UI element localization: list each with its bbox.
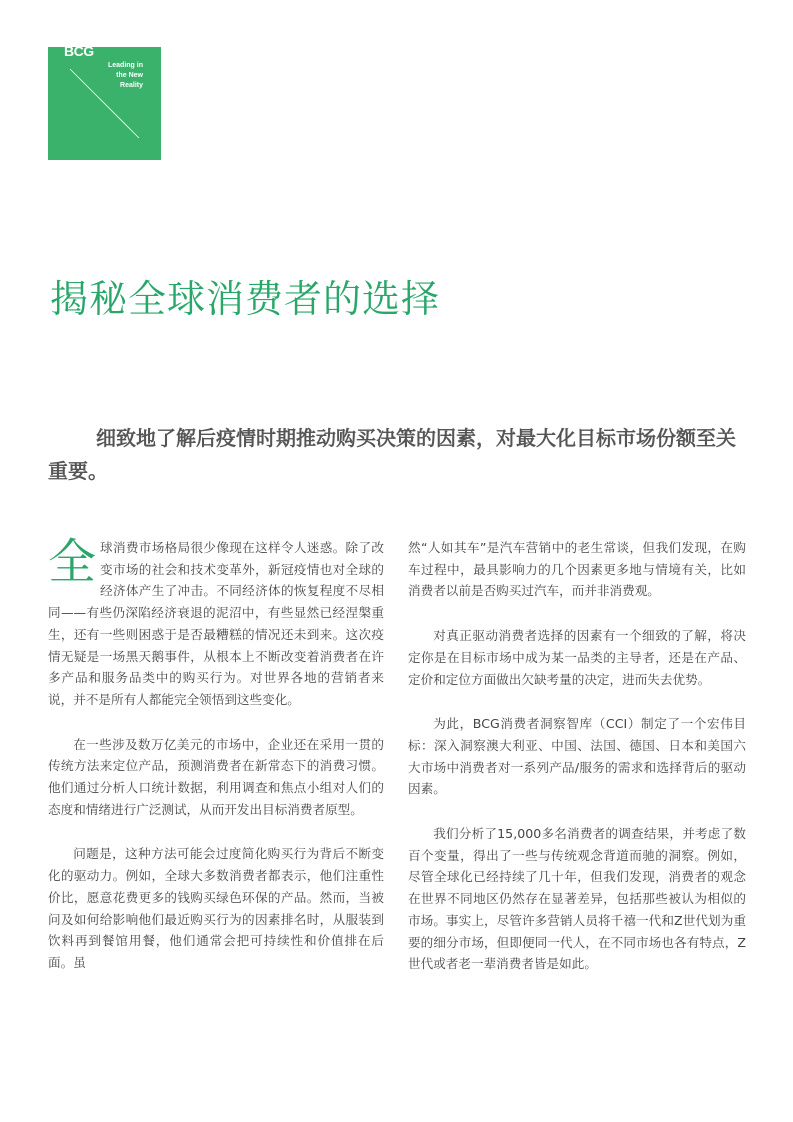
body-paragraph: 我们分析了15,000多名消费者的调查结果，并考虑了数百个变量，得出了一些与传统观念背道而驰的洞察。例如，尽管全球化已经持续了几十年，但我们发现，消费者的观念在世界不同地区仍然存在显著差异，包括那些被认为相似的市场。事实上，尽管许多营销人员将千禧一代和Z世代划为重要的细分市场，但即便同一代人，在不同市场也各有特点，Z世代或者老一辈消费者皆是如此。 xyxy=(408,826,746,972)
body-text: 球消费市场格局很少像现在这样令人迷惑。除了改变市场的社会和技术变革外，新冠疫情也对全球的经济体产生了冲击。不同经济体的恢复程度不尽相同——有些仍深陷经济衰退的泥沼中，有些显然已经涅槃重生，还有一些则困惑于是否最糟糕的情况还未到来。这次疫情无疑是一场黑天鹅事件，从根本上不断改变着消费者在许多产品和服务品类中的购买行为。对世界各地的营销者来说，并不是所有人都能完全领悟到这些变化。 xyxy=(48,540,384,707)
page-title: 揭秘全球消费者的选择 xyxy=(50,277,441,322)
lead-paragraph: 细致地了解后疫情时期推动购买决策的因素，对最大化目标市场份额至关重要。 xyxy=(48,426,736,483)
body-paragraph: 对真正驱动消费者选择的因素有一个细致的了解，将决定你是在目标市场中成为某一品类的主导者，还是在产品、定价和定位方面做出欠缺考量的决定，进而失去优势。 xyxy=(408,628,746,687)
left-column xyxy=(48,534,384,974)
body-paragraph: 然“人如其车”是汽车营销中的老生常谈，但我们发现，在购车过程中，最具影响力的几个因素更多地与情境有关，比如消费者以前是否购买过汽车，而并非消费观。 xyxy=(408,540,746,599)
right-column xyxy=(408,537,746,975)
drop-cap: 全 xyxy=(48,534,97,590)
badge-tagline: Leading in the New Reality xyxy=(108,62,143,89)
body-paragraph: 问题是，这种方法可能会过度简化购买行为背后不断变化的驱动力。例如，全球大多数消费者都表示，他们注重性价比，愿意花费更多的钱购买绿色环保的产品。然而，当被问及如何给影响他们最近购买行为的因素排名时，从服装到饮料再到餐馆用餐，他们通常会把可持续性和价值排在后面。虽 xyxy=(48,846,384,970)
body-paragraph: 为此，BCG消费者洞察智库（CCI）制定了一个宏伟目标：深入洞察澳大利亚、中国、法国、德国、日本和美国六大市场中消费者对一系列产品/服务的需求和选择背后的驱动因素。 xyxy=(408,716,746,797)
body-paragraph: 在一些涉及数万亿美元的市场中，企业还在采用一贯的传统方法来定位产品，预测消费者在新常态下的消费习惯。他们通过分析人口统计数据，利用调查和焦点小组对人们的态度和情绪进行广泛测试，从而开发出目标消费者原型。 xyxy=(48,736,384,817)
bcg-logo: BCG xyxy=(64,47,94,59)
bcg-badge xyxy=(48,47,161,160)
body-paragraph xyxy=(48,534,384,711)
